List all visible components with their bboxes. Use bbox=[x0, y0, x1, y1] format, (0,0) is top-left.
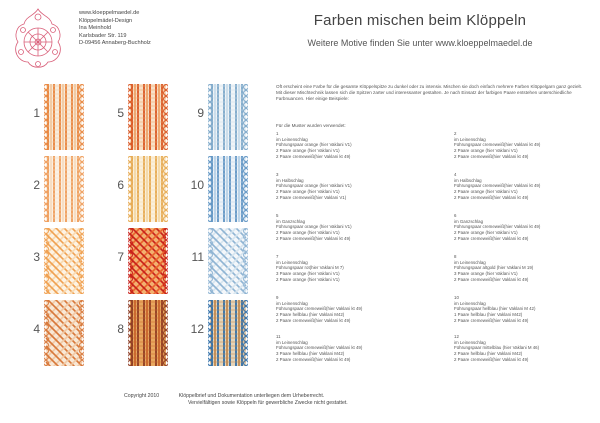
owner-name: Ina Meinhold bbox=[79, 25, 112, 32]
lace-sample-3 bbox=[44, 228, 84, 294]
pattern-entry-number: 10 bbox=[454, 295, 459, 300]
lace-sample-8 bbox=[128, 300, 168, 366]
lace-sample-7 bbox=[128, 228, 168, 294]
pattern-entry-line: im Leinenschlag bbox=[276, 300, 308, 306]
pattern-entry-line: im Halbschlag bbox=[276, 177, 304, 183]
pattern-entry-number: 4 bbox=[454, 172, 457, 177]
pattern-entry-line: Führungspaar cremeweiß(hier Vaklani kt 49) bbox=[454, 224, 541, 230]
lace-sample-4 bbox=[44, 300, 84, 366]
sample-number-1: 1 bbox=[33, 106, 40, 120]
pattern-entry-number: 2 bbox=[454, 131, 457, 136]
usage-notice: Vervielfältigen sowie Klöppeln für gewerbliche Zwecke nicht gestattet. bbox=[188, 400, 348, 406]
pattern-entry-line: Führungspaar altgold (hier Vaklani M 19) bbox=[454, 265, 534, 271]
pattern-entry-line: im Leinenschlag bbox=[276, 259, 308, 265]
sample-number-8: 8 bbox=[117, 322, 124, 336]
pattern-entry-line: 2 Paare cremeweiß(hier Vaklani kt 49) bbox=[454, 317, 529, 323]
pattern-entry-line: 3 Paare orange (hier Vaklani V1) bbox=[454, 271, 518, 277]
pattern-entry-line: im Leinenschlag bbox=[276, 136, 308, 142]
pattern-entry-2 bbox=[454, 131, 600, 160]
lace-sample-9 bbox=[208, 84, 248, 150]
sample-number-6: 6 bbox=[117, 178, 124, 192]
pattern-entry-line: 2 Paare orange (hier Vaklani V1) bbox=[454, 148, 518, 154]
pattern-entry-line: 2 Paare cremeweiß(hier Vaklani kt 49) bbox=[454, 235, 529, 241]
pattern-entry-line: 2 Paare orange (hier Vaklani V1) bbox=[454, 189, 518, 195]
pattern-entry-line: Führungspaar orange (hier Vaklani V1) bbox=[276, 183, 352, 189]
pattern-entry-line: 2 Paare cremeweiß(hier Vaklani kt 49) bbox=[276, 153, 351, 159]
lace-sample-10 bbox=[208, 156, 248, 222]
lace-sample-5 bbox=[128, 84, 168, 150]
pattern-entry-line: 2 Paare cremeweiß(hier Vaklani kt 49) bbox=[276, 235, 351, 241]
pattern-entry-line: 2 Paare orange (hier Vaklani V1) bbox=[454, 230, 518, 236]
materials-heading: Für die Muster wurden verwendet: bbox=[276, 123, 346, 128]
pattern-entry-line: im Leinenschlag bbox=[454, 136, 486, 142]
pattern-entry-line: 2 Paare cremeweiß(hier Vaklani kt 49) bbox=[454, 276, 529, 282]
pattern-entry-3 bbox=[276, 172, 426, 201]
pattern-entry-line: 1 Paare hellblau (hier Vaklani M42) bbox=[454, 312, 523, 318]
page-title: Farben mischen beim Klöppeln bbox=[313, 12, 527, 29]
pattern-entry-8 bbox=[454, 254, 600, 283]
lace-samples-grid bbox=[26, 84, 248, 370]
copyright-text: Copyright 2010 bbox=[124, 393, 160, 399]
pattern-entry-6 bbox=[454, 213, 600, 242]
pattern-entry-line: 2 Paare cremeweiß(hier Vaklani kt 49) bbox=[276, 356, 351, 362]
pattern-entry-line: im Halbschlag bbox=[454, 177, 482, 183]
lace-doily-logo-icon bbox=[8, 6, 68, 72]
pattern-entry-line: im Ganzschlag bbox=[276, 218, 306, 224]
pattern-entry-line: im Leinenschlag bbox=[454, 300, 486, 306]
pattern-entry-number: 7 bbox=[276, 254, 279, 259]
lace-sample-2 bbox=[44, 156, 84, 222]
lace-sample-12 bbox=[208, 300, 248, 366]
pattern-entry-line: im Ganzschlag bbox=[454, 218, 484, 224]
pattern-entry-line: 2 Paare cremeweiß(hier Vaklani kt 49) bbox=[454, 153, 529, 159]
pattern-entry-line: 2 Paare orange (hier Vaklani V1) bbox=[276, 276, 340, 282]
pattern-entry-7 bbox=[276, 254, 426, 283]
pattern-entry-12 bbox=[454, 334, 600, 363]
sample-number-4: 4 bbox=[33, 322, 40, 336]
sample-number-3: 3 bbox=[33, 250, 40, 264]
pattern-entry-number: 3 bbox=[276, 172, 279, 177]
pattern-entry-line: Führungspaar cremeweiß(hier Vaklani kt 49) bbox=[276, 345, 363, 351]
pattern-entry-line: 2 Paare orange (hier Vaklani V1) bbox=[276, 189, 340, 195]
brand-name: Klöppelmädel-Design bbox=[79, 17, 133, 24]
pattern-entry-line: 2 Paare orange (hier Vaklani V1) bbox=[276, 230, 340, 236]
page-subtitle: Weitere Motive finden Sie unter www.kloeppelmaedel.de bbox=[307, 38, 533, 48]
pattern-entry-number: 8 bbox=[454, 254, 457, 259]
pattern-entry-line: Führungspaar cremeweiß(hier Vaklani kt 49) bbox=[276, 306, 363, 312]
pattern-entry-number: 6 bbox=[454, 213, 457, 218]
pattern-entry-line: 2 Paare cremeweiß(hier Vaklani kt 49) bbox=[276, 317, 351, 323]
pattern-entry-line: 2 Paare orange (hier Vaklani V1) bbox=[276, 148, 340, 154]
pattern-entry-9 bbox=[276, 295, 426, 324]
pattern-entry-line: Führungspaar rot(hier Vaklani M 7) bbox=[276, 265, 344, 271]
pattern-entry-4 bbox=[454, 172, 600, 201]
pattern-entry-1 bbox=[276, 131, 426, 160]
pattern-entry-line: 3 Paare hellblau (hier Vaklani M42) bbox=[276, 351, 345, 357]
pattern-entry-line: 2 Paare cremeweiß(hier Vaklani V1) bbox=[276, 194, 347, 200]
pattern-entry-line: 2 Paare hellblau (hier Vaklani M42) bbox=[276, 312, 345, 318]
pattern-entry-number: 1 bbox=[276, 131, 279, 136]
pattern-entry-line: Führungspaar orange (hier Vaklani V1) bbox=[276, 142, 352, 148]
pattern-entry-line: Führungspaar mittelblau (hier Vaklani M 46) bbox=[454, 345, 540, 351]
pattern-entry-number: 9 bbox=[276, 295, 279, 300]
sample-number-5: 5 bbox=[117, 106, 124, 120]
pattern-entry-line: Führungspaar orange (hier Vaklani V1) bbox=[276, 224, 352, 230]
pattern-entry-line: im Leinenschlag bbox=[276, 339, 308, 345]
sample-number-10: 10 bbox=[190, 178, 204, 192]
lace-sample-6 bbox=[128, 156, 168, 222]
city-address: D-09456 Annaberg-Buchholz bbox=[79, 40, 151, 47]
pattern-entry-line: Führungspaar cremeweiß(hier Vaklani kt 49) bbox=[454, 183, 541, 189]
sample-number-9: 9 bbox=[197, 106, 204, 120]
pattern-entry-10 bbox=[454, 295, 600, 324]
footer bbox=[124, 393, 584, 407]
sample-number-11: 11 bbox=[191, 250, 204, 264]
pattern-entry-line: Führungspaar cremeweiß(hier Vaklani kt 49) bbox=[454, 142, 541, 148]
pattern-entry-number: 12 bbox=[454, 334, 459, 339]
intro-paragraph: Oft erscheint eine Farbe für die gesamte Klöppelspitze zu dunkel oder zu intensiv. Mischen sie doch einfach mehrere Farben Klöppelgarn ganz gezielt. Mit dieser Mischtechnik lassen sich die Spitzen zarter und interessanter gestalten. Je nach Einsatz der farbigen Paare entstehen unterschiedliche Farbnuancen. Hier einige Beispiele: bbox=[276, 84, 583, 102]
pattern-entry-5 bbox=[276, 213, 426, 242]
pattern-entry-line: 3 Paare orange (hier Vaklani V1) bbox=[276, 271, 340, 277]
pattern-entry-number: 5 bbox=[276, 213, 279, 218]
sample-number-12: 12 bbox=[190, 322, 204, 336]
street-address: Karlsbader Str. 119 bbox=[79, 32, 127, 39]
pattern-entry-number: 11 bbox=[276, 334, 281, 339]
pattern-entry-line: 2 Paare cremeweiß(hier Vaklani kt 49) bbox=[454, 356, 529, 362]
lace-sample-1 bbox=[44, 84, 84, 150]
lace-sample-11 bbox=[208, 228, 248, 294]
sample-number-2: 2 bbox=[33, 178, 40, 192]
website-link[interactable]: www.kloeppelmaedel.de bbox=[79, 10, 140, 16]
pattern-entry-11 bbox=[276, 334, 426, 363]
pattern-entry-line: im Leinenschlag bbox=[454, 339, 486, 345]
pattern-entry-line: Führungspaar hellblau (hier Vaklani M 42) bbox=[454, 306, 536, 312]
pattern-entry-line: 2 Paare hellblau (hier Vaklani M42) bbox=[454, 351, 523, 357]
contact-block bbox=[79, 10, 151, 48]
pattern-entry-line: im Leinenschlag bbox=[454, 259, 486, 265]
pattern-entry-line: 2 Paare cremeweiß(hier Vaklani kt 49) bbox=[454, 194, 529, 200]
sample-number-7: 7 bbox=[117, 250, 124, 264]
copyright-notice: Klöppelbrief und Dokumentation unterliegen dem Urheberrecht. bbox=[178, 393, 325, 399]
